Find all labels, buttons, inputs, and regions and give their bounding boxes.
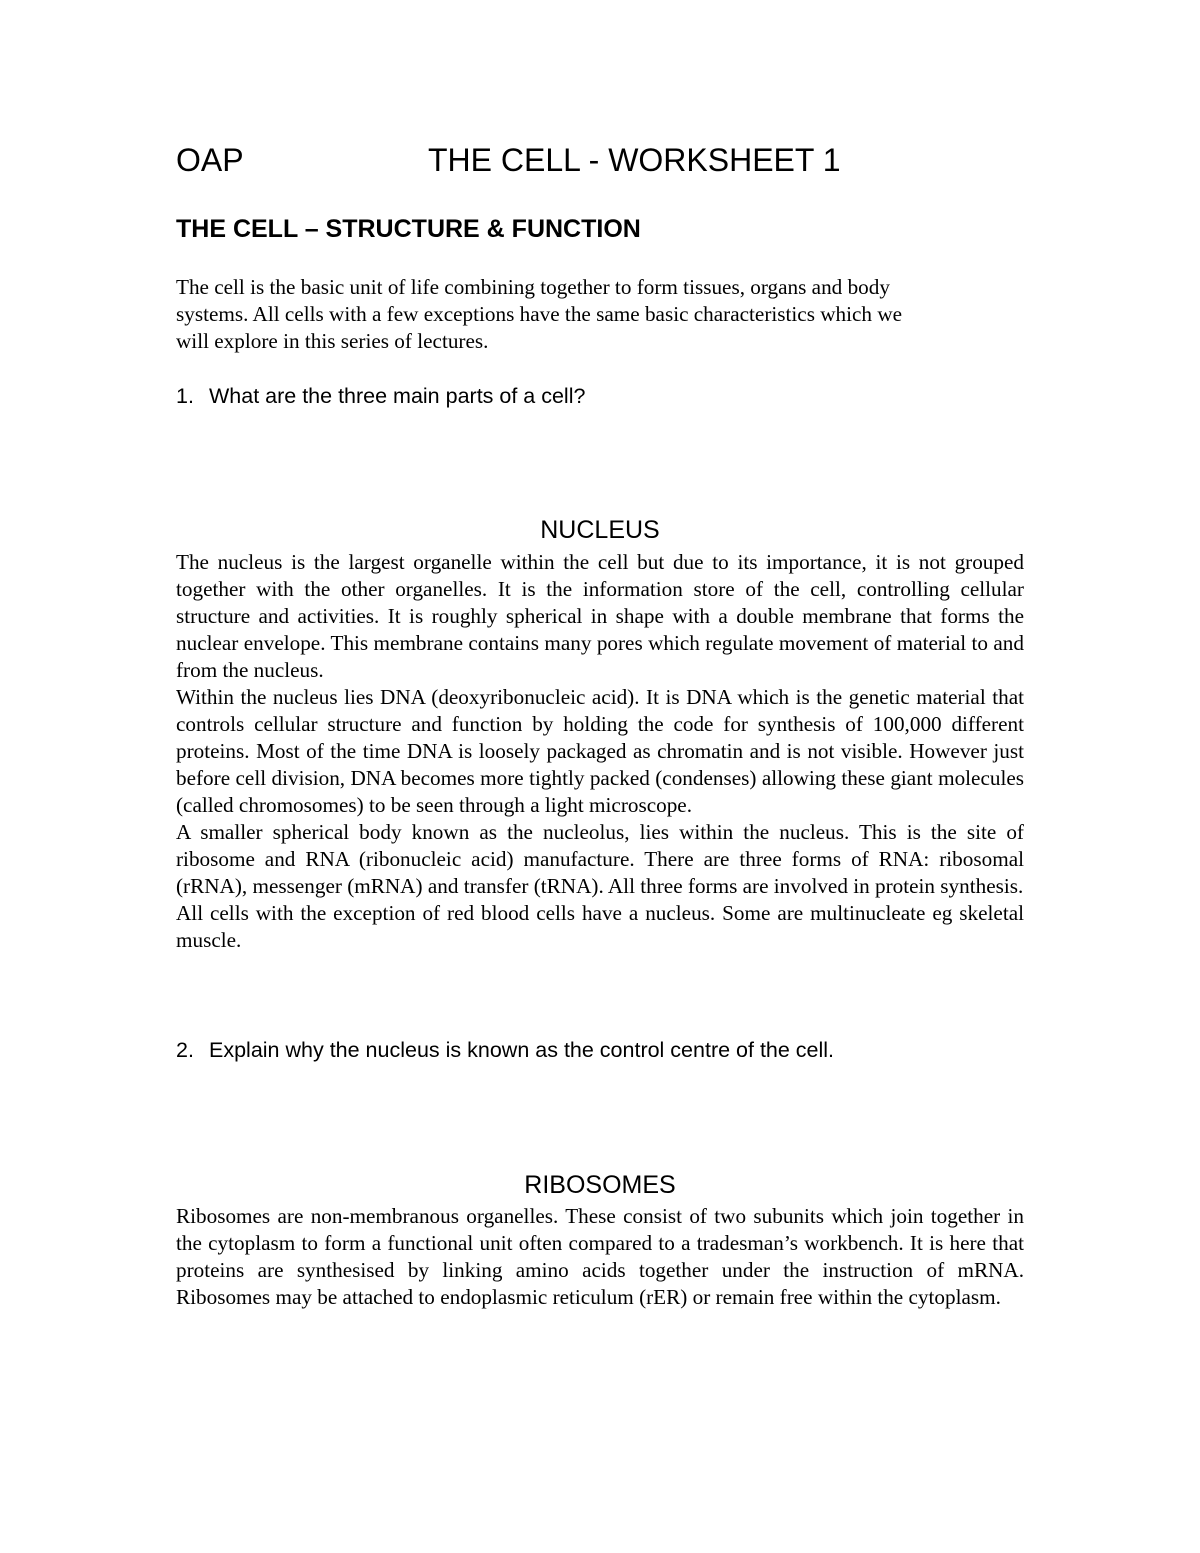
nucleus-heading: NUCLEUS [540, 516, 660, 544]
course-code: OAP [176, 142, 244, 178]
nucleus-paragraph: Within the nucleus lies DNA (deoxyribonucleic acid). It is DNA which is the genetic material that controls cellular structure and function by holding the code for synthesis of 100,000 different proteins. Most of the time DNA is loosely packaged as chromatin and is not visible. However just before cell division, DNA becomes more tightly packed (condenses) allowing these giant molecules (called chromosomes) to be seen through a light microscope. [176, 685, 1024, 817]
question-2 [176, 1036, 834, 1064]
intro-line: will explore in this series of lectures. [176, 329, 489, 353]
intro-paragraph [176, 274, 1024, 355]
ribosomes-body [176, 1203, 1024, 1311]
nucleus-body [176, 549, 1024, 954]
question-text: What are the three main parts of a cell? [209, 384, 586, 408]
ribosomes-heading: RIBOSOMES [524, 1171, 676, 1199]
nucleus-paragraph: All cells with the exception of red blood cells have a nucleus. Some are multinucleate eg skeletal muscle. [176, 901, 1024, 952]
nucleus-paragraph: A smaller spherical body known as the nucleolus, lies within the nucleus. This is the site of ribosome and RNA (ribonucleic acid) manufacture. There are three forms of RNA: ribosomal (rRNA), messenger (mRNA) and transfer (tRNA). All three forms are involved in protein synthesis. [176, 820, 1024, 898]
question-text: Explain why the nucleus is known as the control centre of the cell. [209, 1038, 835, 1062]
ribosomes-paragraph: Ribosomes are non-membranous organelles. These consist of two subunits which join together in the cytoplasm to form a functional unit often compared to a tradesman’s workbench. It is here that proteins are synthesised by linking amino acids together under the instruction of mRNA. Ribosomes may be attached to endoplasmic reticulum (rER) or remain free within the cytoplasm. [176, 1204, 1024, 1309]
question-number: 1. [176, 384, 194, 408]
worksheet-title: THE CELL - WORKSHEET 1 [428, 142, 841, 178]
question-1 [176, 382, 585, 410]
question-number: 2. [176, 1038, 194, 1062]
section-subtitle: THE CELL – STRUCTURE & FUNCTION [176, 215, 641, 243]
intro-line: systems. All cells with a few exceptions have the same basic characteristics which we [176, 302, 903, 326]
nucleus-paragraph: The nucleus is the largest organelle within the cell but due to its importance, it is not grouped together with the other organelles. It is the information store of the cell, controlling cellular structure and activities. It is roughly spherical in shape with a double membrane that forms the nuclear envelope. This membrane contains many pores which regulate movement of material to and from the nucleus. [176, 550, 1024, 682]
intro-line: The cell is the basic unit of life combining together to form tissues, organs and body [176, 275, 890, 299]
